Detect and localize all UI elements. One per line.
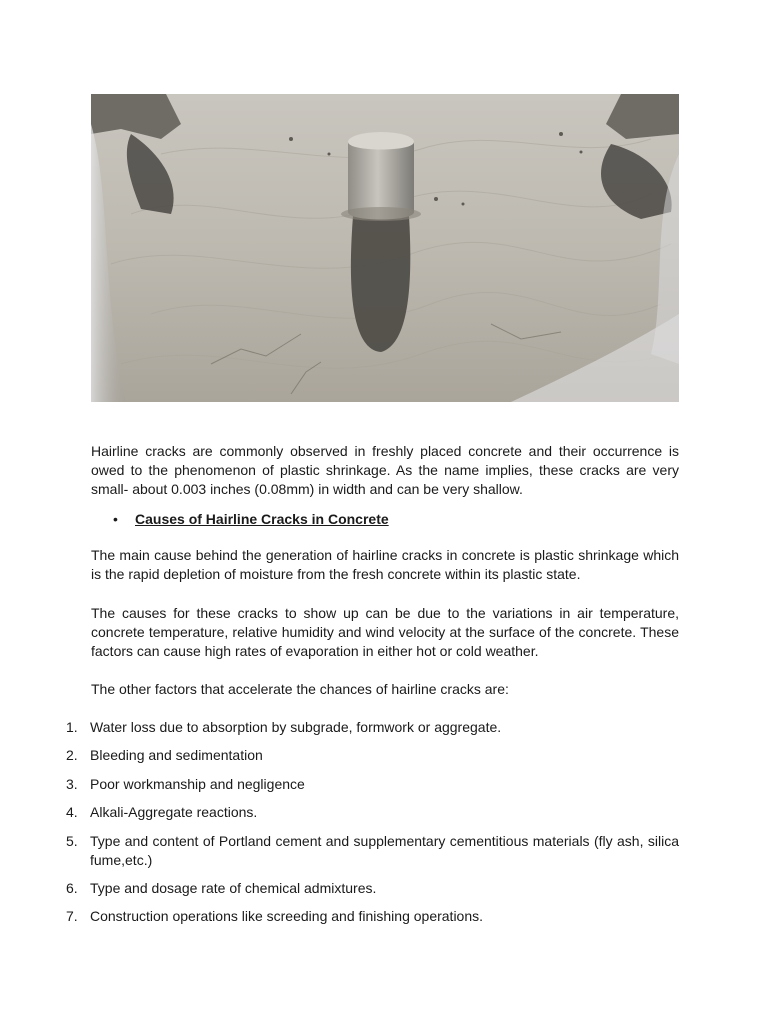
concrete-slab-photo [91, 94, 679, 402]
list-item [66, 718, 679, 737]
list-text: Type and dosage rate of chemical admixtures. [90, 880, 377, 896]
paragraph-main-cause: The main cause behind the generation of hairline cracks in concrete is plastic shrinkage which is the rapid depletion of moisture from the fresh concrete within its plastic state. [91, 547, 679, 582]
bullet-icon: • [113, 511, 118, 527]
list-item [66, 746, 679, 765]
list-text: Alkali-Aggregate reactions. [90, 804, 258, 820]
paragraph-variations: The causes for these cracks to show up can be due to the variations in air temperature, concrete temperature, relative humidity and wind velocity at the surface of the concrete. These factors can cause high rates of evaporation in either hot or cold weather. [91, 605, 679, 659]
list-number: 2. [66, 747, 78, 763]
list-item [66, 803, 679, 822]
list-item [66, 907, 679, 926]
list-item [66, 832, 679, 870]
list-text: Type and content of Portland cement and supplementary cementitious materials (fly ash, silica fume,etc.) [90, 833, 679, 868]
paragraph-other-factors: The other factors that accelerate the chances of hairline cracks are: [91, 681, 509, 697]
section-heading-bullet [113, 510, 389, 529]
list-text: Water loss due to absorption by subgrade, formwork or aggregate. [90, 719, 502, 735]
list-item [66, 879, 679, 898]
list-number: 1. [66, 719, 78, 735]
list-number: 5. [66, 833, 78, 849]
list-number: 4. [66, 804, 78, 820]
list-item [66, 775, 679, 794]
section-heading: Causes of Hairline Cracks in Concrete [135, 511, 389, 527]
list-text: Bleeding and sedimentation [90, 747, 263, 763]
list-number: 7. [66, 908, 78, 924]
list-text: Poor workmanship and negligence [90, 776, 305, 792]
list-number: 6. [66, 880, 78, 896]
intro-paragraph: Hairline cracks are commonly observed in freshly placed concrete and their occurrence is owed to the phenomenon of plastic shrinkage. As the name implies, these cracks are very small- about 0.003 inches (0.08mm) in width and can be very shallow. [91, 443, 679, 497]
list-number: 3. [66, 776, 78, 792]
list-text: Construction operations like screeding and finishing operations. [90, 908, 484, 924]
